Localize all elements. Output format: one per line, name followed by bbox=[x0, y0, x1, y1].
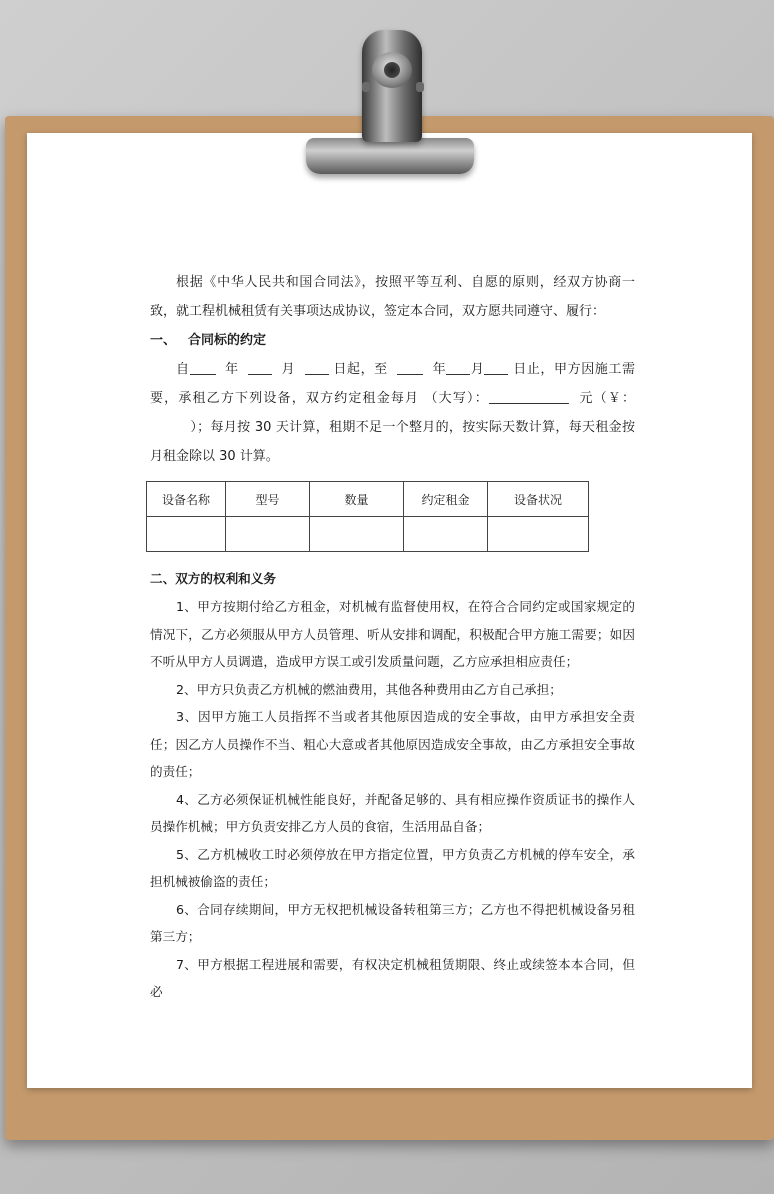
list-item: 3、因甲方施工人员指挥不当或者其他原因造成的安全事故，由甲方承担安全责任；因乙方人员操作不当、粗心大意或者其他原因造成安全事故，由乙方承担安全事故的责任； bbox=[150, 709, 635, 779]
equipment-table bbox=[146, 481, 589, 552]
text-zi: 自 bbox=[176, 362, 190, 377]
table-header-row bbox=[147, 482, 589, 517]
contract-document bbox=[150, 268, 635, 1006]
text-nian-2: 年 bbox=[432, 362, 447, 377]
table-cell bbox=[404, 517, 488, 552]
text-yue: 月 bbox=[281, 362, 296, 377]
header-cell: 约定租金 bbox=[404, 482, 488, 517]
list-item: 2、甲方只负责乙方机械的燃油费用，其他各种费用由乙方自己承担； bbox=[176, 681, 562, 697]
blank-day-end bbox=[484, 360, 508, 375]
blank-rent-words bbox=[489, 389, 569, 404]
blank-month-start bbox=[248, 360, 272, 375]
table-row bbox=[147, 517, 589, 552]
blank-year-start bbox=[190, 360, 216, 375]
section1-number: 一、 bbox=[150, 333, 177, 348]
section1-paragraph bbox=[150, 355, 635, 471]
header-cell: 数量 bbox=[310, 482, 404, 517]
text-yue-2: 月 bbox=[470, 362, 485, 377]
list-item: 1、甲方按期付给乙方租金，对机械有监督使用权，在符合合同约定或国家规定的情况下，乙方必须服从甲方人员管理、听从安排和调配，积极配合甲方施工需要；如因不听从甲方人员调遣，造成甲方误工或引发质量问题，乙方应承担相应责任； bbox=[150, 599, 635, 669]
text-rizhi: 日止，甲方因施工需要，承租乙方下列设备，双方约定租金每月 （大写）： bbox=[150, 362, 635, 406]
table-cell bbox=[488, 517, 589, 552]
list-item: 7、甲方根据工程进展和需要，有权决定机械租赁期限、终止或续签本本合同，但必 bbox=[150, 956, 635, 999]
list-item: 4、乙方必须保证机械性能良好，并配备足够的、具有相应操作资质证书的操作人员操作机械；甲方负责安排乙方人员的食宿，生活用品自备； bbox=[150, 791, 635, 834]
blank-year-end bbox=[397, 360, 423, 375]
header-cell: 设备名称 bbox=[147, 482, 226, 517]
section1-heading bbox=[150, 326, 635, 355]
header-cell: 设备状况 bbox=[488, 482, 589, 517]
clip-pin-left bbox=[362, 82, 370, 92]
list-item: 5、乙方机械收工时必须停放在甲方指定位置，甲方负责乙方机械的停车安全，承担机械被偷盗的责任； bbox=[150, 846, 635, 889]
intro-paragraph: 根据《中华人民共和国合同法》，按照平等互利、自愿的原则，经双方协商一致，就工程机械租赁有关事项达成协议，签定本合同，双方愿共同遵守、履行： bbox=[150, 275, 635, 319]
blank-month-end bbox=[446, 360, 470, 375]
section1-title: 合同标的约定 bbox=[188, 333, 267, 348]
clip-base bbox=[306, 138, 474, 174]
header-cell: 型号 bbox=[226, 482, 310, 517]
section2 bbox=[150, 564, 635, 1006]
list-item: 6、合同存续期间，甲方无权把机械设备转租第三方；乙方也不得把机械设备另租第三方； bbox=[150, 901, 635, 944]
clip-pin-right bbox=[416, 82, 424, 92]
text-rest: ）；每月按 30 天计算，租期不足一个整月的，按实际天数计算，每天租金按月租金除以 30 计算。 bbox=[150, 420, 635, 464]
clip-hole bbox=[384, 62, 400, 78]
text-riqi: 日起，至 bbox=[333, 362, 388, 377]
text-yuan: 元（￥： bbox=[579, 391, 635, 406]
blank-day-start bbox=[305, 360, 329, 375]
table-cell bbox=[310, 517, 404, 552]
text-nian: 年 bbox=[225, 362, 239, 377]
section2-heading: 二、双方的权利和义务 bbox=[150, 571, 276, 586]
table-cell bbox=[226, 517, 310, 552]
table-cell bbox=[147, 517, 226, 552]
